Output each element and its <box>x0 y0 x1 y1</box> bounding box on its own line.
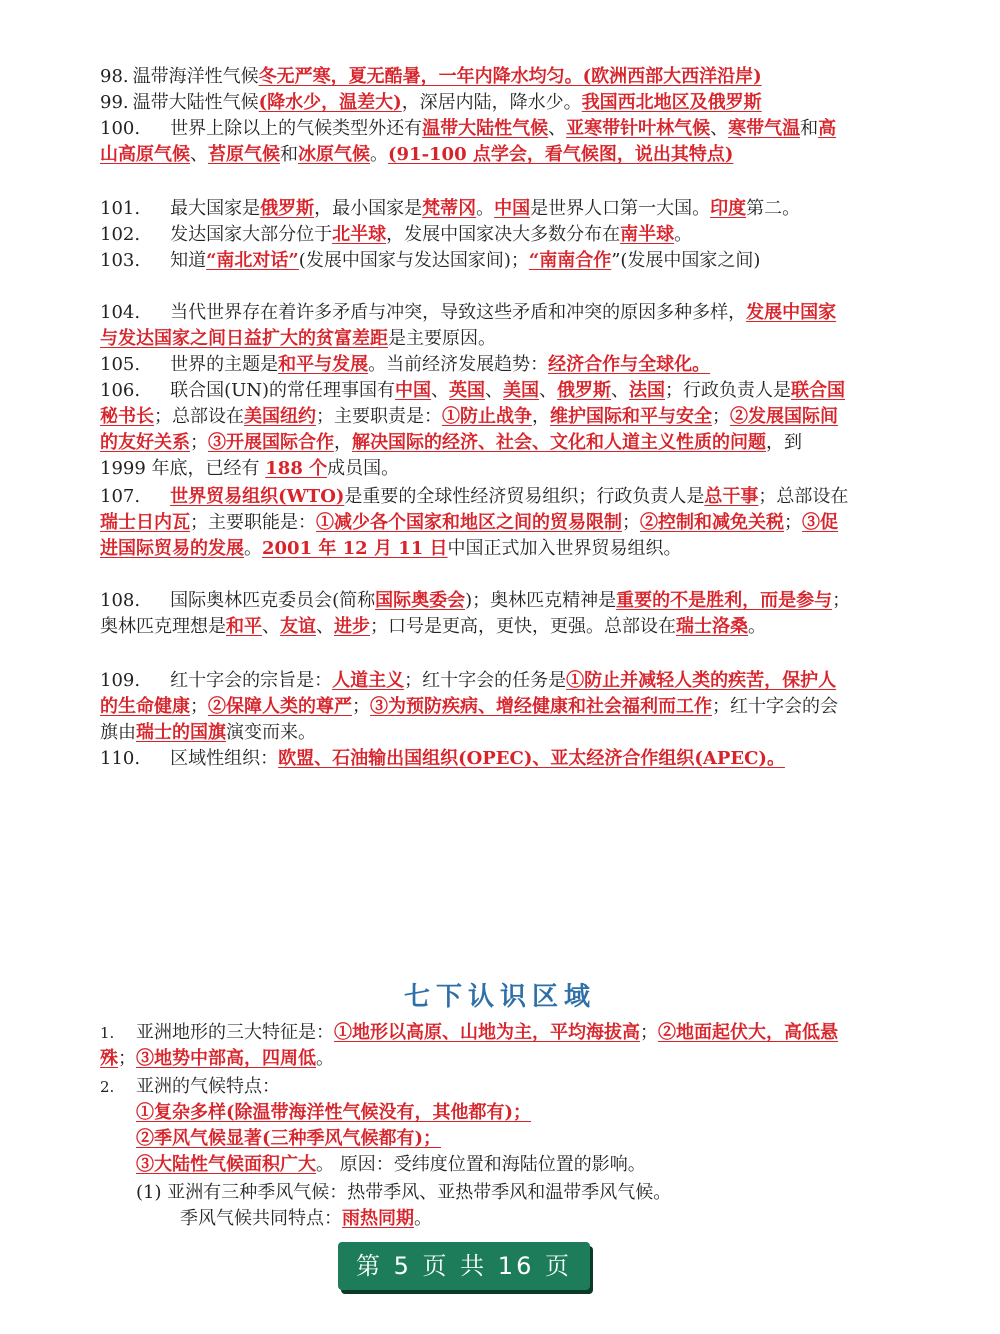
body-text: 成员国。 <box>327 458 400 479</box>
body-text: 、 <box>316 616 334 637</box>
note-item <box>100 300 852 352</box>
highlighted-text: 188 个 <box>265 458 328 479</box>
body-text: ； <box>622 512 640 533</box>
highlighted-text: 经济合作与全球化。 <box>548 354 711 375</box>
body-text: 。 <box>476 198 495 219</box>
highlighted-text: 重要的不是胜利，而是参与 <box>616 590 833 611</box>
highlighted-text: 中国 <box>395 380 432 401</box>
body-text: 温带海洋性气候 <box>132 66 259 87</box>
item-number: 105. <box>100 354 141 375</box>
body-text: ，最小国家是 <box>314 198 423 219</box>
body-text: 第二。 <box>746 198 801 219</box>
highlighted-text: 梵蒂冈 <box>422 198 477 219</box>
body-text: 亚洲的气候特点： <box>136 1076 280 1097</box>
note-item <box>100 352 852 378</box>
body-text: 。 <box>674 224 693 245</box>
body-text: ；行政负责人是 <box>665 380 792 401</box>
body-text: 。 <box>414 1208 432 1229</box>
highlighted-text: ①复杂多样(除温带海洋性气候没有，其他都有)； <box>136 1102 532 1123</box>
highlighted-text: 发展中国家与发达国家之间日益扩大的贫富差距 <box>100 302 837 349</box>
highlighted-text: 法国 <box>629 380 666 401</box>
body-text: 红十字会的宗旨是： <box>170 670 333 691</box>
highlighted-text: 友谊 <box>280 616 316 637</box>
highlighted-text: 冬无严寒，夏无酷暑，一年内降水均匀。(欧洲西部大西洋沿岸) <box>258 66 762 87</box>
body-text: ； <box>784 512 802 533</box>
note-item <box>100 588 852 640</box>
note-item <box>100 378 852 482</box>
item-number: 104. <box>100 302 141 323</box>
note-item <box>100 222 852 248</box>
highlighted-text: 俄罗斯 <box>260 198 315 219</box>
climate-point <box>180 1206 896 1232</box>
highlighted-text: 雨热同期 <box>342 1208 414 1229</box>
highlighted-text: 北半球 <box>332 224 387 245</box>
section-note-item <box>100 1020 852 1072</box>
highlighted-text: 国际奥委会 <box>375 590 466 611</box>
body-text: ； <box>352 696 370 717</box>
body-text: ；主要职能是： <box>190 512 316 533</box>
highlighted-text: ③地势中部高，四周低 <box>136 1048 316 1069</box>
highlighted-text: 2001 年 12 月 11 日 <box>262 538 448 559</box>
body-text: 和 <box>280 144 298 165</box>
note-item <box>100 668 852 746</box>
note-item <box>100 746 852 772</box>
note-item <box>100 196 852 222</box>
body-text: 、 <box>190 144 208 165</box>
body-text: ；奥林匹克理想是 <box>100 590 851 637</box>
item-number: 101. <box>100 198 141 219</box>
body-text: 。 <box>316 1048 334 1069</box>
note-item <box>100 116 852 168</box>
highlighted-text: 美国 <box>503 380 540 401</box>
highlighted-text: 中国 <box>494 198 531 219</box>
highlighted-text: ②保障人类的尊严 <box>208 696 352 717</box>
body-text: ， <box>334 432 352 453</box>
highlighted-text: 美国纽约 <box>244 406 316 427</box>
highlighted-text: ①防止并减轻人类的疾苦，保护人的生命健康 <box>100 670 837 717</box>
body-text: 。 <box>244 538 262 559</box>
note-item <box>100 64 852 90</box>
climate-point <box>136 1180 852 1206</box>
section-note-item <box>100 1074 852 1100</box>
highlighted-text: 瑞士的国旗 <box>136 722 226 743</box>
body-text: 、 <box>611 380 630 401</box>
item-number: 106. <box>100 380 141 401</box>
body-text: 。当前经济发展趋势： <box>368 354 549 375</box>
body-text: 是世界人口第一大国。 <box>530 198 711 219</box>
body-text: 中国正式加入世界贸易组织。 <box>447 538 682 559</box>
body-text: 、 <box>548 118 567 139</box>
body-text: ；主要职责是： <box>316 406 442 427</box>
note-item <box>100 90 852 116</box>
body-text: 、 <box>710 118 729 139</box>
highlighted-text: 我国西北地区及俄罗斯 <box>581 92 762 113</box>
body-text: ”(发展中国家之间) <box>611 250 761 271</box>
body-text: 世界的主题是 <box>170 354 279 375</box>
highlighted-text: 进步 <box>334 616 370 637</box>
highlighted-text: ②地面起伏大，高低悬殊 <box>100 1022 838 1069</box>
highlighted-text: 温带大陆性气候 <box>422 118 549 139</box>
climate-point <box>136 1100 852 1126</box>
item-number: 99. <box>100 92 129 113</box>
body-text: 、 <box>262 616 280 637</box>
item-number: 102. <box>100 224 141 245</box>
body-text: ， <box>532 406 550 427</box>
highlighted-text: 寒带气温 <box>728 118 801 139</box>
body-text: (1) 亚洲有三种季风气候：热带季风、亚热带季风和温带季风气候。 <box>136 1182 672 1203</box>
body-text: 温带大陆性气候 <box>132 92 259 113</box>
highlighted-text: 俄罗斯 <box>557 380 612 401</box>
body-text: ；红十字会的会旗由 <box>100 696 838 743</box>
highlighted-text: ③促进国际贸易的发展 <box>100 512 838 559</box>
body-text: ；总部设在 <box>154 406 244 427</box>
highlighted-text: ③开展国际合作 <box>208 432 334 453</box>
body-text: 。 原因：受纬度位置和海陆位置的影响。 <box>316 1154 646 1175</box>
highlighted-text: ①防止战争 <box>442 406 532 427</box>
highlighted-text: “南南合作 <box>528 250 612 271</box>
highlighted-text: 世界贸易组织(WTO) <box>170 486 345 507</box>
item-number: 98. <box>100 66 129 87</box>
body-text: 、 <box>431 380 450 401</box>
highlighted-text: ③大陆性气候面积广大 <box>136 1154 316 1175</box>
item-number: 103. <box>100 250 141 271</box>
highlighted-text: 亚寒带针叶林气候 <box>566 118 711 139</box>
item-number: 108. <box>100 590 141 611</box>
body-text: 是重要的全球性经济贸易组织；行政负责人是 <box>344 486 705 507</box>
body-text: 区域性组织： <box>170 748 279 769</box>
body-text: 发达国家大部分位于 <box>170 224 333 245</box>
item-number: 110. <box>100 748 141 769</box>
page-number-badge: 第 5 页 共 16 页 <box>338 1242 590 1290</box>
highlighted-text: (降水少，温差大) <box>258 92 402 113</box>
body-text: 亚洲地形的三大特征是： <box>136 1022 334 1043</box>
note-item <box>100 248 852 274</box>
highlighted-text: ①地形以高原、山地为主，平均海拔高 <box>334 1022 640 1043</box>
section-title: 七下认识区域 <box>403 982 596 1012</box>
highlighted-text: 欧盟、石油输出国组织(OPEC)、亚太经济合作组织(APEC)。 <box>278 748 785 769</box>
highlighted-text: 高山高原气候 <box>100 118 837 165</box>
body-text: 当代世界存在着许多矛盾与冲突，导致这些矛盾和冲突的原因多种多样， <box>170 302 747 323</box>
body-text: )；奥林匹克精神是 <box>465 590 617 611</box>
highlighted-text: ②发展国际间的友好关系 <box>100 406 838 453</box>
highlighted-text: ②控制和减免关税 <box>640 512 784 533</box>
body-text: ；红十字会的任务是 <box>404 670 567 691</box>
body-text: ；总部设在 <box>758 486 849 507</box>
highlighted-text: 瑞士洛桑 <box>676 616 748 637</box>
body-text: (发展中国家与发达国家间)； <box>298 250 529 271</box>
body-text: 联合国(UN)的常任理事国有 <box>170 380 396 401</box>
highlighted-text: 冰原气候 <box>298 144 370 165</box>
body-text: ； <box>640 1022 658 1043</box>
highlighted-text: 维护国际和平与安全 <box>550 406 712 427</box>
highlighted-text: 解决国际的经济、社会、文化和人道主义性质的问题 <box>352 432 766 453</box>
item-number: 100. <box>100 118 141 139</box>
highlighted-text: 英国 <box>449 380 486 401</box>
body-text: 、 <box>485 380 504 401</box>
highlighted-text: 苔原气候 <box>208 144 280 165</box>
body-text: ；口号是更高，更快，更强。总部设在 <box>370 616 676 637</box>
highlighted-text: 和平与发展 <box>278 354 369 375</box>
body-text: 和 <box>800 118 819 139</box>
item-number: 109. <box>100 670 141 691</box>
highlighted-text: 和平 <box>226 616 262 637</box>
item-number: 2. <box>100 1078 115 1096</box>
body-text: ，深居内陆，降水少。 <box>401 92 582 113</box>
highlighted-text: (91-100 点学会，看气候图，说出其特点) <box>388 144 734 165</box>
body-text: 世界上除以上的气候类型外还有 <box>170 118 423 139</box>
body-text: 知道 <box>170 250 207 271</box>
body-text: 最大国家是 <box>170 198 261 219</box>
highlighted-text: 印度 <box>710 198 747 219</box>
highlighted-text: 南半球 <box>620 224 675 245</box>
body-text: 。 <box>748 616 766 637</box>
item-number: 1. <box>100 1024 115 1042</box>
body-text: ，发展中国家决大多数分布在 <box>386 224 621 245</box>
item-number: 107. <box>100 486 141 507</box>
body-text: 是主要原因。 <box>388 328 496 349</box>
highlighted-text: ③为预防疾病、增经健康和社会福利而工作 <box>370 696 712 717</box>
highlighted-text: 人道主义 <box>332 670 405 691</box>
highlighted-text: 总干事 <box>704 486 759 507</box>
body-text: ，到 1999 年底，已经有 <box>100 432 802 479</box>
body-text: ； <box>118 1048 136 1069</box>
climate-point <box>136 1152 852 1178</box>
note-item <box>100 484 852 562</box>
highlighted-text: 瑞士日内瓦 <box>100 512 190 533</box>
highlighted-text: ②季风气候显著(三种季风气候都有)； <box>136 1128 442 1149</box>
body-text: 演变而来。 <box>226 722 316 743</box>
body-text: ； <box>190 696 208 717</box>
body-text: ； <box>190 432 208 453</box>
body-text: 国际奥林匹克委员会(简称 <box>170 590 376 611</box>
highlighted-text: “南北对话” <box>206 250 299 271</box>
body-text: 、 <box>539 380 558 401</box>
body-text: 季风气候共同特点： <box>180 1208 342 1229</box>
body-text: 。 <box>370 144 388 165</box>
highlighted-text: 联合国秘书长 <box>100 380 846 427</box>
climate-point <box>136 1126 852 1152</box>
highlighted-text: ①减少各个国家和地区之间的贸易限制 <box>316 512 622 533</box>
body-text: ； <box>712 406 730 427</box>
